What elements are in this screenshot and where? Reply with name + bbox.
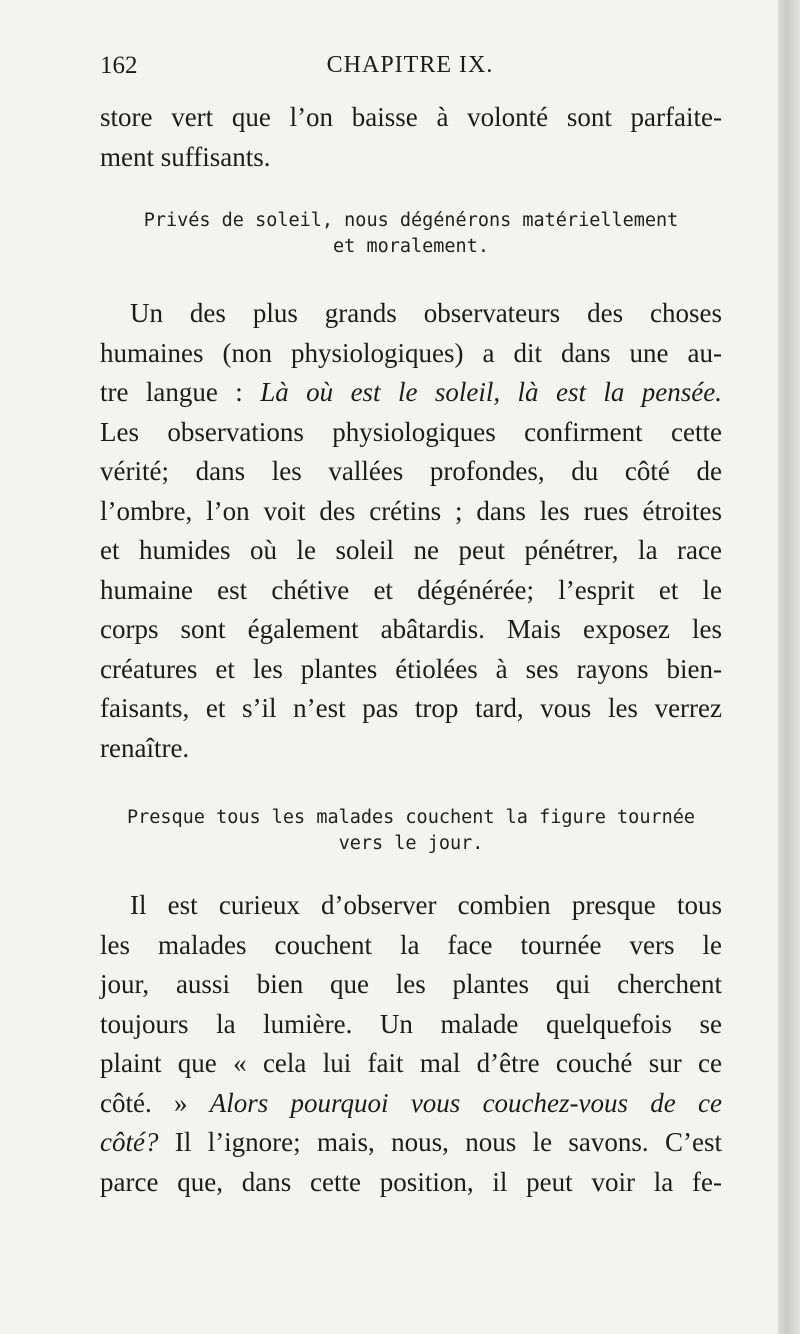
italic-quote: Là où est le soleil, là est la pensée.	[260, 377, 723, 407]
italic-question: Alors pourquoi vous couchez-vous de ce	[209, 1087, 722, 1118]
page-edge-shadow	[778, 0, 800, 1334]
text-line: et humides où le soleil ne peut pénétrer, la race	[100, 535, 722, 565]
paragraph-continuation	[100, 98, 722, 177]
text-fragment: Il l’ignore; mais, nous, nous le savons. C’est	[174, 1127, 723, 1157]
text-line-with-quote	[100, 373, 722, 413]
text-line: humaines (non physiologiques) a dit dans une au-	[100, 337, 722, 368]
page-number: 162	[100, 52, 138, 79]
subheading-line: Presque tous les malades couchent la figure tournée	[126, 807, 696, 828]
text-line: les malades couchent la face tournée vers le	[100, 929, 722, 960]
subheading-line: Privés de soleil, nous dégénérons matériellement	[143, 210, 679, 231]
text-fragment: côté. »	[100, 1087, 188, 1118]
text-line: l’ombre, l’on voit des crétins ; dans les rues étroites	[100, 495, 722, 526]
marginal-heading-sunlight	[100, 208, 722, 260]
text-line: humaine est chétive et dégénérée; l’esprit et le	[100, 574, 722, 605]
text-line-with-italic	[100, 1084, 722, 1124]
text-line: faisants, et s’il n’est pas trop tard, vous les verrez	[100, 693, 722, 723]
chapter-title: CHAPITRE IX.	[326, 52, 494, 78]
italic-fragment: côté?	[100, 1127, 159, 1157]
paragraph-sunlight	[100, 294, 722, 768]
text-line: parce que, dans cette position, il peut voir la fe-	[100, 1166, 722, 1197]
text-fragment: tre langue :	[100, 377, 243, 407]
text-line: jour, aussi bien que les plantes qui cherchent	[100, 969, 722, 999]
text-line: toujours la lumière. Un malade quelquefois se	[100, 1008, 722, 1039]
text-line: créatures et les plantes étiolées à ses rayons bien-	[100, 653, 722, 684]
text-line: renaître.	[100, 732, 190, 763]
text-line: Un des plus grands observateurs des choses	[130, 298, 722, 328]
text-line: Il est curieux d’observer combien presque tous	[130, 890, 722, 920]
text-line-with-italic	[100, 1123, 722, 1163]
subheading-line: vers le jour.	[338, 833, 484, 854]
text-line: store vert que l’on baisse à volonté sont parfaite-	[100, 102, 722, 132]
running-header	[100, 52, 720, 84]
paragraph-patients	[100, 886, 722, 1202]
text-line: plaint que « cela lui fait mal d’être couché sur ce	[100, 1048, 722, 1078]
text-line: corps sont également abâtardis. Mais exposez les	[100, 614, 722, 644]
text-line: Les observations physiologiques confirment cette	[100, 416, 722, 447]
marginal-heading-patients	[100, 805, 722, 857]
text-line: vérité; dans les vallées profondes, du côté de	[100, 456, 722, 486]
text-line: ment suffisants.	[100, 141, 271, 172]
subheading-line: et moralement.	[333, 236, 489, 257]
